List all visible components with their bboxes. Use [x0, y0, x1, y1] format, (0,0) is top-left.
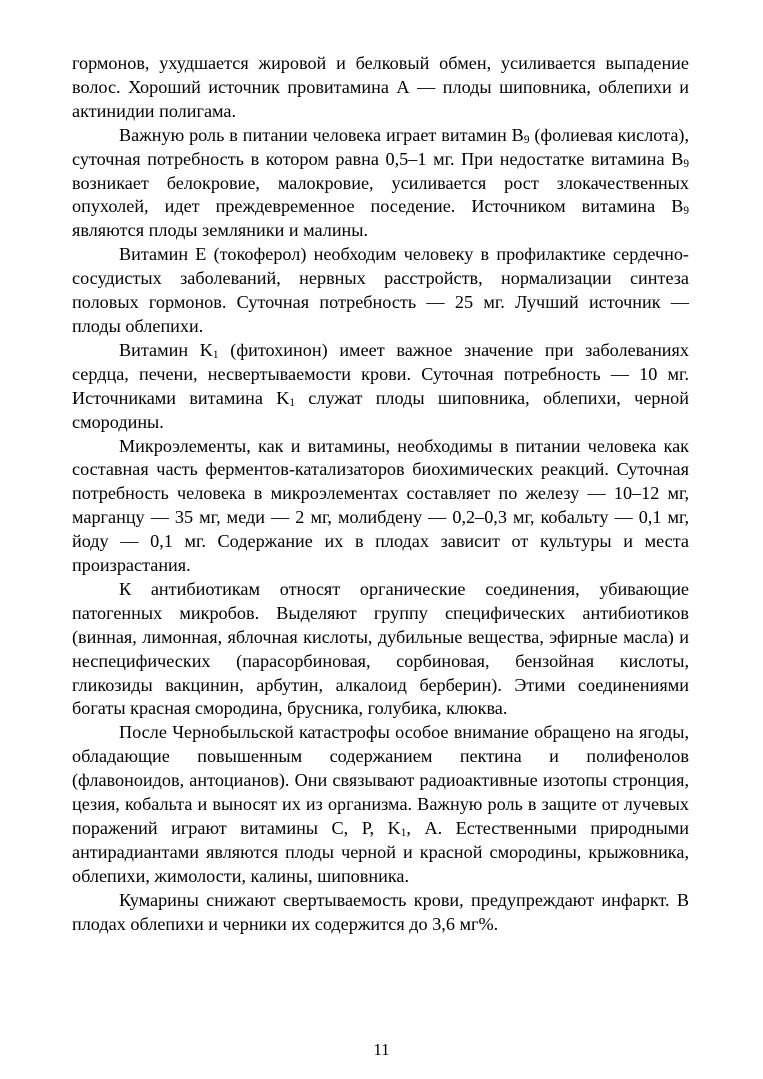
subscript-index: 9 — [683, 205, 689, 218]
paragraph-text: Кумарины снижают свертываемость крови, предупреждают инфаркт. В плодах облепихи и черники их содержится до 3,6 мг%. — [72, 889, 689, 934]
paragraph-text: Витамин K — [119, 339, 213, 360]
paragraph-vitamin-k1 — [72, 339, 689, 435]
paragraph-text: гормонов, ухудшается жировой и белковый обмен, усиливается выпадение волос. Хороший источник провитамина А — плоды шиповника, облепихи и актинидии полигама. — [72, 53, 689, 121]
paragraph-microelements — [72, 435, 689, 578]
subscript-index: 9 — [683, 157, 689, 170]
paragraph-text: Микроэлементы, как и витамины, необходимы в питании человека как составная часть ферментов-катализаторов биохимических реакций. Суточная потребность человека в микроэлементах составляет по железу — 10–12 мг, марганцу — 35 мг, меди — 2 мг, молибдену — 0,2–0,3 мг, кобальту — 0,1 мг, йоду — 0,1 мг. Содержание их в плодах зависит от культуры и места произрастания. — [72, 435, 689, 576]
paragraph-text: являются плоды земляники и малины. — [72, 220, 369, 241]
paragraph-text: После Чернобыльской катастрофы особое внимание обращено на ягоды, обладающие повышенным содержанием пектина и полифенолов (флавоноидов, антоцианов). Они связывают радиоактивные изотопы стронция, цезия, кобальта и выносят их из организма. Важную роль в защите от лучевых поражений играют витамины С, Р, K — [72, 722, 689, 838]
paragraph-text: Важную роль в питании человека играет витамин В — [119, 124, 524, 145]
paragraph-vitamin-b9 — [72, 124, 689, 244]
subscript-index: 1 — [212, 348, 219, 361]
paragraph-text: К антибиотикам относят органические соединения, убивающие патогенных микробов. Выделяют группу специфических антибиотиков (винная, лимонная, яблочная кислоты, дубильные вещества, эфирные масла) и неспецифических (парасорбиновая, сорбиновая, бензойная кислоты, гликозиды вакцинин, арбутин, алкалоид берберин). Этими соединениями богаты красная смородина, брусника, голубика, клюква. — [72, 578, 689, 719]
subscript-index: 1 — [400, 827, 407, 840]
paragraph-text: (фолиевая кислота), суточная потребность в котором равна 0,5–1 мг. При недостатке витамина В — [72, 124, 690, 169]
paragraph-vitamin-a-continuation — [72, 52, 689, 124]
paragraph-coumarins — [72, 889, 689, 937]
paragraph-chernobyl — [72, 721, 689, 888]
paragraph-text: возникает белокровие, малокровие, усиливается рост злокачественных опухолей, идет преждевременное поседение. Источником витамина В — [72, 172, 689, 217]
paragraph-antibiotics — [72, 578, 689, 721]
paragraph-text: , А. Естественными природными антирадиантами являются плоды черной и красной смородины, крыжовника, облепихи, жимолости, калины, шиповника. — [72, 818, 689, 886]
paragraph-text: служат плоды шиповника, облепихи, черной смородины. — [72, 387, 689, 432]
subscript-index: 1 — [289, 396, 295, 409]
page-text-body — [72, 52, 689, 937]
paragraph-text: Витамин Е (токоферол) необходим человеку в профилактике сердечно-сосудистых заболеваний, нервных расстройств, нормализации синтеза половых гормонов. Суточная потребность — 25 мг. Лучший источник — плоды облепихи. — [72, 244, 689, 336]
paragraph-text: (фитохинон) имеет важное значение при заболеваниях сердца, печени, несвертываемости крови. Суточная потребность — 10 мг. Источниками витамина K — [72, 339, 690, 408]
paragraph-vitamin-e — [72, 243, 689, 339]
subscript-index: 9 — [523, 133, 530, 146]
page-number: 11 — [373, 1040, 390, 1059]
